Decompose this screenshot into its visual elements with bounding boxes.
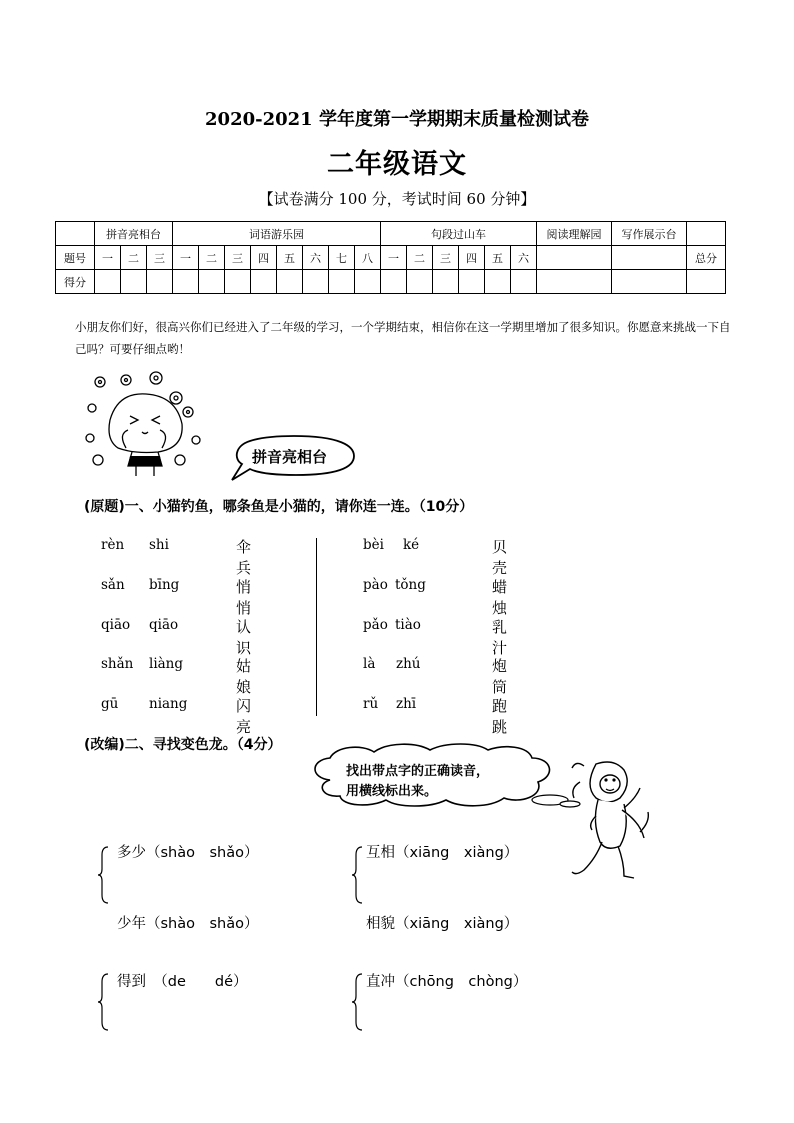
score-cell[interactable]: [511, 270, 537, 294]
pinyin-syllable: bīng: [149, 577, 180, 593]
score-cell[interactable]: [95, 270, 121, 294]
pinyin-syllable: zhī: [396, 696, 417, 712]
pinyin-syllable: qiāo: [101, 617, 131, 633]
question-1-title: (原题)一、小猫钓鱼，哪条鱼是小猫的，请你连一连。（10分）: [84, 499, 474, 515]
pinyin-syllable: zhú: [396, 656, 421, 672]
section-header: 写作展示台: [612, 222, 687, 246]
pinyin-syllable: bèi: [363, 537, 384, 553]
question-number: 七: [329, 246, 355, 270]
pinyin-syllable: liàng: [149, 656, 184, 672]
question-number: 四: [251, 246, 277, 270]
question-number: 二: [199, 246, 225, 270]
polyphone-option[interactable]: 少年（shào shǎo）: [117, 916, 259, 932]
pinyin-syllable: gū: [101, 696, 119, 712]
pinyin-syllable: niang: [149, 696, 188, 712]
question-number: 一: [173, 246, 199, 270]
word-item[interactable]: 贝壳: [492, 538, 508, 577]
question-number: 三: [225, 246, 251, 270]
question-number: 四: [459, 246, 485, 270]
score-cell[interactable]: [612, 270, 687, 294]
pinyin-syllable: rǔ: [363, 696, 379, 712]
polyphone-option[interactable]: 得到 （de dé）: [117, 974, 248, 990]
pinyin-syllable: là: [363, 656, 376, 672]
intro-paragraph: 小朋友你们好，很高兴你们已经进入了二年级的学习，一个学期结束，相信你在这一学期里增加了很多知识。你愿意来挑战一下自己吗？可要仔细点哟！: [75, 320, 731, 356]
pinyin-syllable: tǒng: [395, 577, 426, 593]
question-number: 一: [95, 246, 121, 270]
question-number: 六: [303, 246, 329, 270]
score-cell[interactable]: [225, 270, 251, 294]
question-number: 二: [121, 246, 147, 270]
bubble-label: 拼音亮相台: [252, 448, 328, 466]
cartoon-cat-illustration: [78, 368, 213, 480]
score-cell[interactable]: [381, 270, 407, 294]
brace-icon: [350, 845, 364, 905]
cloud-instruction-line2: 用横线标出来。: [346, 784, 438, 799]
pinyin-syllable: pào: [363, 577, 388, 593]
section-header: 词语游乐园: [173, 222, 381, 246]
score-cell[interactable]: [147, 270, 173, 294]
row-label: 得分: [56, 270, 95, 294]
score-cell[interactable]: [459, 270, 485, 294]
pinyin-syllable: pǎo: [363, 617, 388, 633]
cloud-instruction-line1: 找出带点字的正确读音，: [346, 764, 490, 779]
total-label: 总分: [687, 246, 726, 270]
score-cell[interactable]: [485, 270, 511, 294]
table-cell: [612, 246, 687, 270]
word-item[interactable]: 认识: [236, 618, 252, 657]
question-number: 六: [511, 246, 537, 270]
question-number: 五: [485, 246, 511, 270]
score-cell[interactable]: [121, 270, 147, 294]
subject-title: 二年级语文: [327, 149, 467, 180]
pinyin-syllable: ké: [403, 537, 420, 553]
polyphone-option[interactable]: 互相（xiāng xiàng）: [366, 845, 519, 861]
question-number: 五: [277, 246, 303, 270]
score-cell[interactable]: [251, 270, 277, 294]
table-cell: [687, 222, 726, 246]
exam-note: 【试卷满分 100 分，考试时间 60 分钟】: [258, 190, 536, 208]
polyphone-option[interactable]: 多少（shào shǎo）: [117, 845, 259, 861]
score-table: [55, 221, 726, 294]
score-cell[interactable]: [407, 270, 433, 294]
pinyin-syllable: qiāo: [149, 617, 179, 633]
question-number: 三: [147, 246, 173, 270]
word-item[interactable]: 炮筒: [492, 657, 508, 696]
table-corner: [56, 222, 95, 246]
exam-title: 2020-2021 学年度第一学期期末质量检测试卷: [205, 109, 589, 130]
question-number: 二: [407, 246, 433, 270]
question-number: 三: [433, 246, 459, 270]
section-header: 阅读理解园: [537, 222, 612, 246]
word-item[interactable]: 乳汁: [492, 618, 508, 657]
section-header: 拼音亮相台: [95, 222, 173, 246]
score-cell[interactable]: [537, 270, 612, 294]
word-item[interactable]: 姑娘: [236, 657, 252, 696]
pinyin-syllable: shi: [149, 537, 169, 553]
question-number: 八: [355, 246, 381, 270]
table-cell: [537, 246, 612, 270]
word-item[interactable]: 伞兵: [236, 538, 252, 577]
monkey-illustration: [566, 758, 654, 884]
score-cell[interactable]: [199, 270, 225, 294]
word-item[interactable]: 悄悄: [236, 578, 252, 617]
pinyin-syllable: tiào: [395, 617, 421, 633]
score-cell[interactable]: [329, 270, 355, 294]
pinyin-syllable: rèn: [101, 537, 125, 553]
pinyin-syllable: sǎn: [101, 577, 125, 593]
word-item[interactable]: 跑跳: [492, 697, 508, 736]
total-score-cell[interactable]: [687, 270, 726, 294]
polyphone-option[interactable]: 直冲（chōng chòng）: [366, 974, 528, 990]
brace-icon: [96, 972, 110, 1032]
word-item[interactable]: 闪亮: [236, 697, 252, 736]
brace-icon: [96, 845, 110, 905]
score-cell[interactable]: [277, 270, 303, 294]
score-cell[interactable]: [433, 270, 459, 294]
score-cell[interactable]: [303, 270, 329, 294]
score-cell[interactable]: [355, 270, 381, 294]
section-header: 句段过山车: [381, 222, 537, 246]
brace-icon: [350, 972, 364, 1032]
score-cell[interactable]: [173, 270, 199, 294]
question-number: 一: [381, 246, 407, 270]
pinyin-syllable: shǎn: [101, 656, 134, 672]
polyphone-option[interactable]: 相貌（xiāng xiàng）: [366, 916, 519, 932]
row-label: 题号: [56, 246, 95, 270]
column-divider: [316, 538, 317, 716]
word-item[interactable]: 蜡烛: [492, 578, 508, 617]
question-2-title: (改编)二、寻找变色龙。（4分）: [84, 737, 282, 753]
